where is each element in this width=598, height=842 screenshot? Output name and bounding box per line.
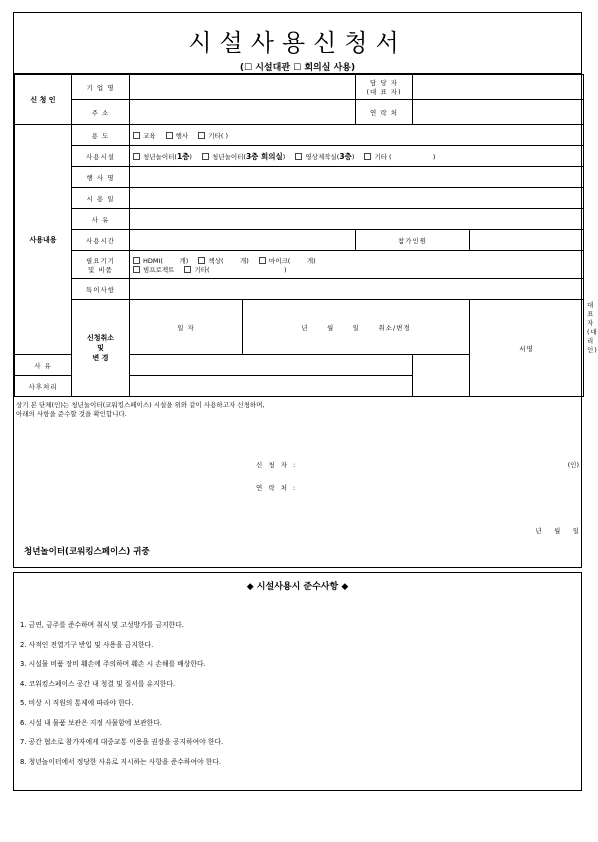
manager-field[interactable] <box>413 75 584 100</box>
equipment-option-label: 빔프로젝트 <box>143 265 175 274</box>
equipment-option-label: HDMI( 개) <box>143 256 189 265</box>
equipment-row <box>133 265 580 274</box>
cancel-date-label: 일 자 <box>130 300 243 355</box>
equipment-option[interactable] <box>133 266 174 274</box>
rule-item: 2. 사적인 전열기구 반입 및 사용을 금지한다. <box>20 640 154 649</box>
purpose-option[interactable] <box>198 132 228 140</box>
purpose-option-label: 행사 <box>175 131 189 140</box>
notes-label: 특이사항 <box>72 279 130 300</box>
checkbox[interactable] <box>133 153 140 160</box>
facility-option-pre: 영상제작실( <box>305 152 340 161</box>
facility-option-post: ) <box>351 152 355 161</box>
equipment-option-label: 기타( ) <box>194 265 287 274</box>
facility-option[interactable] <box>364 153 435 161</box>
date-label: 시 용 일 <box>72 188 130 209</box>
purpose-label: 용 도 <box>72 125 130 146</box>
equipment-option-label: 마이크( 개) <box>268 256 316 265</box>
purpose-option[interactable] <box>133 132 156 140</box>
address-field[interactable] <box>130 100 356 125</box>
cancel-group-label-1: 신청취소 <box>86 334 115 342</box>
rule-item: 8. 청년놀이터에서 정당한 사유로 지시하는 사항을 준수하여야 한다. <box>20 757 222 766</box>
company-label: 기 업 명 <box>72 75 130 100</box>
facility-option-bold: 3층 <box>339 151 352 161</box>
purpose-options <box>130 125 584 146</box>
seal-mark: (인) <box>567 461 579 469</box>
manager-label <box>356 75 413 100</box>
purpose-option-label: 기타( ) <box>208 131 228 140</box>
equipment-option[interactable] <box>133 257 188 265</box>
applicant-sign-label: 신 청 자 : <box>256 461 298 469</box>
rule-item: 1. 금연, 금주를 준수하며 취식 및 고성방가를 금지한다. <box>20 621 184 629</box>
checkbox[interactable] <box>259 257 266 264</box>
manager-label-text: 담 당 자 <box>370 79 398 87</box>
facility-option-pre: 기타 ( <box>374 152 392 161</box>
manager-label-sub: (대 표 자) <box>366 88 402 96</box>
equipment-label-2: 및 비품 <box>88 265 113 274</box>
rule-item: 5. 비상 시 직원의 통제에 따라야 한다. <box>20 699 134 707</box>
signature-field[interactable] <box>413 355 470 397</box>
facility-option-bold: 3층 회의실 <box>245 151 283 161</box>
title-block <box>14 13 581 74</box>
equipment-row <box>133 256 580 265</box>
recipient-org: 청년놀이터(코워킹스페이스) 귀중 <box>24 547 150 557</box>
time-label: 사용시간 <box>72 230 130 251</box>
equipment-label-1: 필요기기 <box>85 256 116 265</box>
address-label: 주 소 <box>72 100 130 125</box>
notes-field[interactable] <box>130 279 584 300</box>
form-subtitle: (☐ 시설대관 ☐ 회의실 사용) <box>239 63 356 73</box>
cancel-group-label <box>72 300 130 397</box>
checkbox[interactable] <box>133 266 140 273</box>
equipment-options <box>130 251 584 279</box>
company-field[interactable] <box>130 75 356 100</box>
facility-label: 사용시설 <box>72 146 130 167</box>
rules-box <box>13 572 582 791</box>
facility-option-post: ) <box>189 152 192 161</box>
contact-label: 연 락 처 <box>356 100 413 125</box>
checkbox[interactable] <box>133 257 140 264</box>
rule-item: 4. 코워킹스페이스 공간 내 청결 및 질서를 유지한다. <box>20 679 176 688</box>
checkbox[interactable] <box>184 266 191 273</box>
time-field[interactable] <box>130 230 356 251</box>
facility-option-post: ) <box>391 152 436 161</box>
applicant-group-label: 신 청 인 <box>15 75 72 125</box>
attendees-label: 참가인원 <box>356 230 470 251</box>
facility-option[interactable] <box>295 153 354 161</box>
cancel-date-value[interactable]: 년 월 일 취소/변경 <box>243 300 470 355</box>
application-form <box>13 12 598 791</box>
facility-option-bold: 1층 <box>176 151 190 161</box>
cancel-reason-label: 사 유 <box>15 355 72 376</box>
facility-options <box>130 146 584 167</box>
facility-option-post: ) <box>282 152 286 161</box>
equipment-option[interactable] <box>184 266 286 274</box>
form-main-box <box>13 12 598 568</box>
declaration-block <box>14 397 581 535</box>
facility-option[interactable] <box>133 153 192 161</box>
contact-sign-label: 연 락 처 : <box>256 484 298 492</box>
application-table: 신 청 인 기 업 명 담 당 자 (대 표 자) 주 소 연 락 처 사용내용 용 도 교육 행사 기타( ) 사용시설 청년놀이터(1층) 청년놀이터(3층 회의실) 영상제작실(3층) 기타 ( ) 행 사 명 시 용 일 사 유 사용시간 참가인원 필요기기 및 비품 HDMI( 개) 책상( 개) 마이크( 개) 빔프로젝트 기타( ) 특이사항 신청취소 및 변 경 일 자 년 월 일 취소/변경 서명 대표자(대리인) 사 유 사후처리 <box>14 74 584 397</box>
rule-item: 7. 공간 협소로 참가자에게 대중교통 이용을 권장을 공지하여야 한다. <box>20 738 224 746</box>
usage-group-label: 사용내용 <box>15 125 72 355</box>
equipment-option-label: 책상( 개) <box>208 256 249 265</box>
contact-field[interactable] <box>413 100 584 125</box>
rules-title: ◆ 시설사용시 준수사항 ◆ <box>246 582 349 592</box>
declaration-line-1: 상기 본 단체(인)는 청년놀이터(코워킹스페이스) 시설을 위와 같이 사용하고자 신청하며, <box>16 401 265 409</box>
handling-label: 사후처리 <box>15 376 72 397</box>
equipment-option[interactable] <box>259 257 316 265</box>
cancel-reason-field[interactable] <box>130 355 413 376</box>
checkbox[interactable] <box>295 153 302 160</box>
reason-label: 사 유 <box>72 209 130 230</box>
checkbox[interactable] <box>198 132 205 139</box>
cancel-group-label-2: 및 <box>97 344 104 352</box>
event-label: 행 사 명 <box>72 167 130 188</box>
checkbox[interactable] <box>364 153 371 160</box>
facility-option-pre: 청년놀이터( <box>212 152 246 161</box>
checkbox[interactable] <box>202 153 209 160</box>
purpose-option-label: 교육 <box>143 131 156 140</box>
form-title: 시설사용신청서 <box>188 29 407 57</box>
checkbox[interactable] <box>133 132 140 139</box>
rule-item: 3. 시설물 비품 장비 훼손에 주의하며 훼손 시 손해를 배상한다. <box>20 660 206 668</box>
date-field[interactable] <box>130 188 584 209</box>
checkbox[interactable] <box>166 132 173 139</box>
cancel-group-label-3: 변 경 <box>92 354 109 362</box>
facility-option-pre: 청년놀이터( <box>143 152 177 161</box>
purpose-option[interactable] <box>166 132 189 140</box>
equipment-option[interactable] <box>198 257 248 265</box>
handling-field[interactable] <box>130 376 413 397</box>
declaration-line-2: 아래의 사항을 준수할 것을 확인합니다. <box>16 410 127 418</box>
equipment-label <box>72 251 130 279</box>
checkbox[interactable] <box>198 257 205 264</box>
event-field[interactable] <box>130 167 584 188</box>
rule-item: 6. 시설 내 물품 보관은 지정 사물함에 보관한다. <box>20 718 162 727</box>
facility-option[interactable] <box>202 153 285 161</box>
reason-field[interactable] <box>130 209 584 230</box>
attendees-field[interactable] <box>470 230 584 251</box>
sign-label: 서명 <box>470 300 584 397</box>
declaration-date: 년 월 일 <box>535 527 579 535</box>
